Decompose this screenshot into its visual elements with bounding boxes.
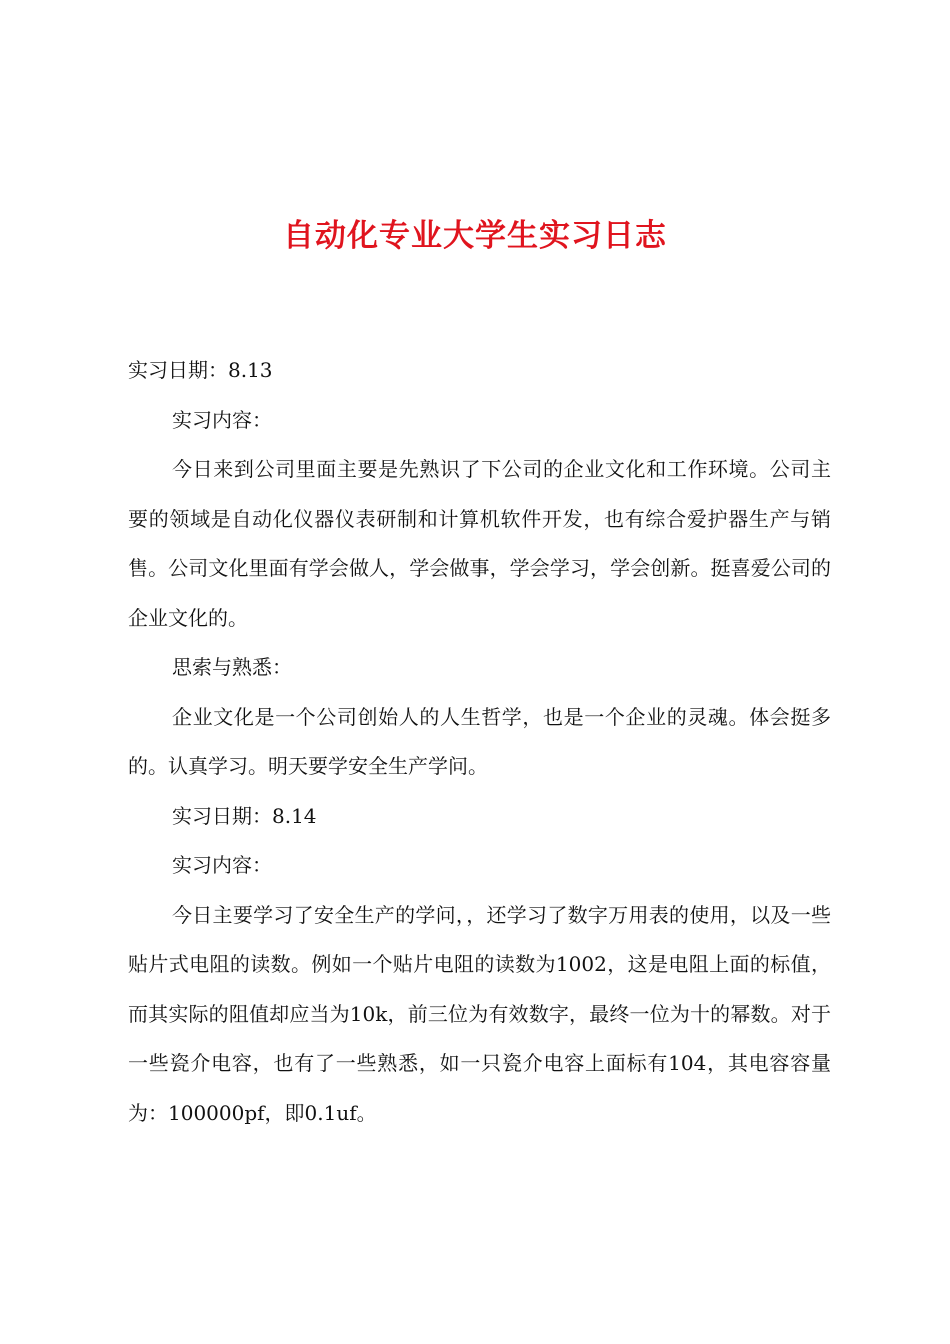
internship-content-heading-1: 实习内容： (172, 407, 272, 432)
reflection-heading: 思索与熟悉： (172, 655, 292, 679)
reflection-paragraph: 企业文化是一个公司创始人的人生哲学，也是一个企业的灵魂。体会挺多的。认真学习。明天要学安全生产学问。 (128, 704, 831, 778)
internship-content-paragraph-1: 今日来到公司里面主要是先熟识了下公司的企业文化和工作环境。公司主要的领域是自动化仪器仪表研制和计算机软件开发，也有综合爱护器生产与销售。公司文化里面有学会做人，学会做事，学会学习，学会创新。挺喜爱公司的企业文化的。 (128, 457, 831, 630)
internship-content-paragraph-2: 今日主要学习了安全生产的学问，，还学习了数字万用表的使用，以及一些贴片式电阻的读数。例如一个贴片电阻的读数为1002，这是电阻上面的标值，而其实际的阻值却应当为10k，前三位为有效数字，最终一位为十的幂数。对于一些瓷介电容，也有了一些熟悉，如一只瓷介电容上面标有104，其电容容量为：100000pf，即0.1uf。 (128, 902, 831, 1125)
document-title: 自动化专业大学生实习日志 (283, 218, 667, 254)
internship-date-1: 实习日期：8.13 (128, 358, 273, 382)
internship-content-heading-2: 实习内容： (172, 853, 272, 877)
internship-date-2: 实习日期：8.14 (172, 803, 317, 828)
document-body (128, 346, 831, 1138)
